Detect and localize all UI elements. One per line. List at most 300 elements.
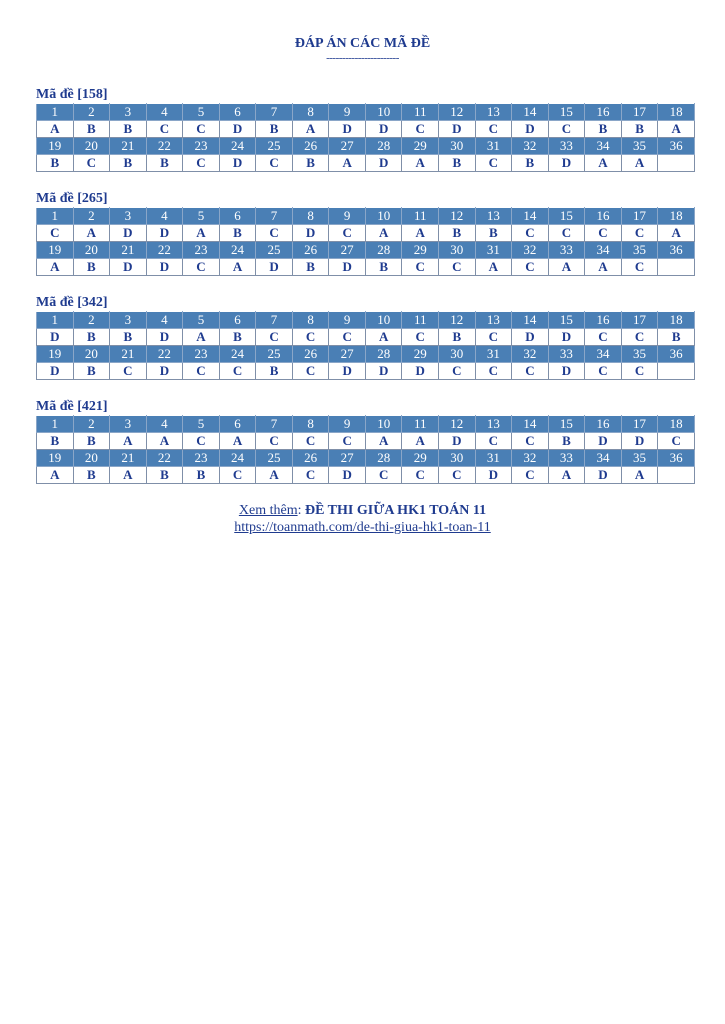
see-more-link[interactable]: Xem thêm	[238, 503, 298, 518]
answer-cell: C	[37, 225, 74, 242]
answer-cell: C	[475, 121, 512, 138]
question-number-row	[37, 346, 695, 363]
question-number: 19	[37, 450, 74, 467]
answer-cell: A	[146, 433, 183, 450]
answer-cell: C	[402, 329, 439, 346]
question-number: 33	[548, 450, 585, 467]
answer-row	[37, 329, 695, 346]
question-number: 5	[183, 312, 220, 329]
question-number: 27	[329, 138, 366, 155]
answer-cell: D	[37, 363, 74, 380]
answer-cell: D	[585, 467, 622, 484]
answer-cell: A	[402, 225, 439, 242]
question-number: 33	[548, 242, 585, 259]
question-number: 27	[329, 242, 366, 259]
answer-row	[37, 121, 695, 138]
exam-code-label: Mã đề [265]	[36, 191, 108, 206]
answer-cell: A	[548, 467, 585, 484]
answer-cell: A	[365, 433, 402, 450]
question-number: 11	[402, 104, 439, 121]
question-number: 12	[439, 416, 476, 433]
question-number: 18	[658, 416, 695, 433]
answer-cell: B	[439, 329, 476, 346]
question-number: 22	[146, 242, 183, 259]
question-number: 27	[329, 450, 366, 467]
question-number: 31	[475, 346, 512, 363]
answer-cell: C	[548, 225, 585, 242]
question-number: 23	[183, 346, 220, 363]
answer-cell: A	[585, 155, 622, 172]
answer-cell: A	[402, 155, 439, 172]
question-number-row	[37, 138, 695, 155]
question-number: 28	[365, 346, 402, 363]
answer-cell: D	[329, 259, 366, 276]
answer-cell: A	[658, 225, 695, 242]
question-number: 26	[292, 242, 329, 259]
question-number: 21	[110, 450, 147, 467]
answer-cell: C	[402, 121, 439, 138]
answer-cell: A	[37, 259, 74, 276]
answer-cell: C	[621, 259, 658, 276]
answer-cell: C	[329, 329, 366, 346]
answer-cell: A	[37, 467, 74, 484]
question-number: 15	[548, 208, 585, 225]
question-number: 8	[292, 416, 329, 433]
question-number: 23	[183, 138, 220, 155]
question-number: 29	[402, 242, 439, 259]
answer-cell: C	[183, 433, 220, 450]
question-number: 5	[183, 416, 220, 433]
answer-cell: D	[402, 363, 439, 380]
answer-cell: B	[73, 467, 110, 484]
answer-cell: D	[329, 467, 366, 484]
question-number: 3	[110, 312, 147, 329]
question-number: 2	[73, 312, 110, 329]
question-number: 12	[439, 208, 476, 225]
question-number: 7	[256, 104, 293, 121]
question-number: 19	[37, 346, 74, 363]
question-number: 10	[365, 208, 402, 225]
question-number: 34	[585, 346, 622, 363]
question-number: 28	[365, 242, 402, 259]
answer-cell: D	[110, 259, 147, 276]
question-number: 25	[256, 450, 293, 467]
answer-cell: C	[512, 363, 549, 380]
question-number: 33	[548, 138, 585, 155]
question-number: 22	[146, 138, 183, 155]
answer-cell: A	[658, 121, 695, 138]
answer-cell: B	[585, 121, 622, 138]
question-number-row	[37, 104, 695, 121]
answer-cell: B	[292, 155, 329, 172]
question-number: 20	[73, 242, 110, 259]
answer-cell: A	[402, 433, 439, 450]
question-number: 1	[37, 312, 74, 329]
exam-code-label: Mã đề [421]	[36, 399, 108, 414]
question-number: 20	[73, 346, 110, 363]
question-number: 14	[512, 312, 549, 329]
answer-cell: C	[183, 155, 220, 172]
answer-cell: B	[37, 155, 74, 172]
answer-cell: B	[183, 467, 220, 484]
answer-cell: D	[292, 225, 329, 242]
question-number: 16	[585, 416, 622, 433]
answer-cell: B	[146, 467, 183, 484]
title-divider: -----------------------	[326, 52, 399, 64]
answer-cell: D	[512, 121, 549, 138]
question-number: 32	[512, 242, 549, 259]
question-number: 24	[219, 242, 256, 259]
question-number: 8	[292, 208, 329, 225]
answer-cell: B	[110, 121, 147, 138]
answer-cell: B	[73, 121, 110, 138]
answer-cell: C	[512, 259, 549, 276]
answer-cell: D	[512, 329, 549, 346]
answer-section	[36, 191, 695, 276]
answer-cell: D	[365, 155, 402, 172]
answer-cell: C	[292, 363, 329, 380]
answer-cell: D	[256, 259, 293, 276]
question-number: 1	[37, 104, 74, 121]
answer-cell: B	[219, 329, 256, 346]
answer-cell: B	[110, 155, 147, 172]
answer-cell: C	[402, 259, 439, 276]
answer-cell: A	[219, 259, 256, 276]
answer-cell: D	[548, 155, 585, 172]
question-number: 22	[146, 450, 183, 467]
question-number: 7	[256, 208, 293, 225]
answer-cell: C	[475, 329, 512, 346]
question-number: 13	[475, 208, 512, 225]
answer-cell: A	[329, 155, 366, 172]
question-number-row	[37, 416, 695, 433]
answer-cell: A	[37, 121, 74, 138]
answer-cell: C	[219, 363, 256, 380]
related-doc-title: ĐỀ THI GIỮA HK1 TOÁN 11	[304, 503, 487, 518]
answer-cell: C	[329, 433, 366, 450]
question-number: 31	[475, 450, 512, 467]
footer-colon: :	[297, 503, 305, 518]
question-number: 8	[292, 104, 329, 121]
answer-table	[36, 311, 695, 380]
question-number: 6	[219, 416, 256, 433]
question-number-row	[37, 208, 695, 225]
question-number: 32	[512, 450, 549, 467]
question-number: 15	[548, 312, 585, 329]
question-number: 15	[548, 104, 585, 121]
answer-cell: B	[146, 155, 183, 172]
question-number: 34	[585, 138, 622, 155]
answer-cell: C	[585, 225, 622, 242]
answer-cell: A	[256, 467, 293, 484]
question-number: 21	[110, 138, 147, 155]
question-number: 18	[658, 104, 695, 121]
answer-cell: C	[402, 467, 439, 484]
answer-cell: D	[329, 121, 366, 138]
page-title: ĐÁP ÁN CÁC MÃ ĐỀ	[294, 36, 431, 51]
answer-cell: B	[73, 329, 110, 346]
question-number: 16	[585, 104, 622, 121]
question-number: 12	[439, 312, 476, 329]
question-number: 36	[658, 138, 695, 155]
answer-table	[36, 207, 695, 276]
answer-cell	[658, 363, 695, 380]
question-number: 9	[329, 416, 366, 433]
question-number: 25	[256, 242, 293, 259]
answer-cell: B	[256, 363, 293, 380]
answer-cell: B	[621, 121, 658, 138]
question-number: 35	[621, 346, 658, 363]
answer-section	[36, 399, 695, 484]
answer-cell: B	[365, 259, 402, 276]
question-number: 15	[548, 416, 585, 433]
question-number: 29	[402, 138, 439, 155]
question-number: 17	[621, 312, 658, 329]
question-number: 6	[219, 104, 256, 121]
question-number: 35	[621, 138, 658, 155]
answer-cell: B	[73, 363, 110, 380]
answer-cell: C	[585, 329, 622, 346]
question-number: 17	[621, 208, 658, 225]
answer-cell: C	[292, 329, 329, 346]
answer-cell: D	[110, 225, 147, 242]
question-number: 31	[475, 242, 512, 259]
answer-cell: C	[183, 363, 220, 380]
question-number: 28	[365, 450, 402, 467]
question-number: 4	[146, 416, 183, 433]
answer-cell: D	[37, 329, 74, 346]
question-number: 14	[512, 104, 549, 121]
answer-cell: A	[475, 259, 512, 276]
question-number: 17	[621, 104, 658, 121]
answer-cell: C	[475, 155, 512, 172]
question-number: 19	[37, 138, 74, 155]
answer-cell: D	[548, 329, 585, 346]
exam-code-label: Mã đề [342]	[36, 295, 108, 310]
answer-cell: D	[146, 329, 183, 346]
answer-cell: D	[621, 433, 658, 450]
answer-cell: B	[37, 433, 74, 450]
question-number: 1	[37, 416, 74, 433]
answer-cell: C	[475, 433, 512, 450]
answer-cell: C	[256, 433, 293, 450]
answer-cell: C	[110, 363, 147, 380]
answer-cell: C	[621, 363, 658, 380]
related-doc-url[interactable]: https://toanmath.com/de-thi-giua-hk1-toan-11	[234, 520, 491, 535]
question-number: 35	[621, 242, 658, 259]
answer-cell: B	[658, 329, 695, 346]
answer-cell: C	[183, 121, 220, 138]
question-number: 6	[219, 312, 256, 329]
question-number: 14	[512, 416, 549, 433]
question-number: 12	[439, 104, 476, 121]
answer-cell: A	[110, 433, 147, 450]
answer-cell: C	[475, 363, 512, 380]
answer-cell: C	[548, 121, 585, 138]
question-number: 16	[585, 208, 622, 225]
question-number: 9	[329, 104, 366, 121]
answer-cell: C	[256, 225, 293, 242]
answer-table	[36, 103, 695, 172]
question-number: 21	[110, 242, 147, 259]
question-number: 36	[658, 450, 695, 467]
answer-cell: A	[219, 433, 256, 450]
question-number: 4	[146, 312, 183, 329]
answer-cell: C	[219, 467, 256, 484]
question-number: 26	[292, 346, 329, 363]
question-number: 13	[475, 416, 512, 433]
answer-cell: A	[621, 467, 658, 484]
answer-cell: D	[475, 467, 512, 484]
answer-cell: A	[365, 225, 402, 242]
question-number: 7	[256, 312, 293, 329]
answer-cell: B	[110, 329, 147, 346]
answer-cell: A	[110, 467, 147, 484]
question-number: 24	[219, 138, 256, 155]
answer-cell: D	[439, 121, 476, 138]
question-number: 19	[37, 242, 74, 259]
answer-cell: B	[439, 155, 476, 172]
answer-cell: B	[292, 259, 329, 276]
question-number: 14	[512, 208, 549, 225]
answer-row	[37, 363, 695, 380]
answer-cell: C	[621, 329, 658, 346]
answer-cell: A	[621, 155, 658, 172]
answer-cell: B	[548, 433, 585, 450]
question-number: 29	[402, 450, 439, 467]
answer-row	[37, 225, 695, 242]
question-number: 3	[110, 208, 147, 225]
question-number: 34	[585, 450, 622, 467]
question-number: 30	[439, 138, 476, 155]
answer-cell	[658, 467, 695, 484]
answer-cell: C	[439, 467, 476, 484]
answer-cell: A	[183, 329, 220, 346]
question-number: 3	[110, 416, 147, 433]
question-number: 30	[439, 346, 476, 363]
question-number: 1	[37, 208, 74, 225]
answer-cell: C	[329, 225, 366, 242]
answer-cell: C	[256, 329, 293, 346]
question-number: 32	[512, 346, 549, 363]
answer-cell: A	[183, 225, 220, 242]
question-number: 8	[292, 312, 329, 329]
answer-cell: A	[365, 329, 402, 346]
exam-code-label: Mã đề [158]	[36, 87, 108, 102]
answer-cell: D	[329, 363, 366, 380]
question-number-row	[37, 242, 695, 259]
answer-cell: D	[146, 363, 183, 380]
question-number: 13	[475, 312, 512, 329]
question-number: 36	[658, 346, 695, 363]
answer-cell: D	[548, 363, 585, 380]
answer-cell: D	[146, 259, 183, 276]
question-number: 27	[329, 346, 366, 363]
question-number: 18	[658, 312, 695, 329]
question-number: 11	[402, 416, 439, 433]
answer-cell: B	[475, 225, 512, 242]
question-number: 3	[110, 104, 147, 121]
answer-row	[37, 259, 695, 276]
question-number: 2	[73, 208, 110, 225]
question-number: 25	[256, 138, 293, 155]
question-number: 23	[183, 450, 220, 467]
answer-cell: C	[256, 155, 293, 172]
answer-cell: C	[183, 259, 220, 276]
answer-row	[37, 155, 695, 172]
question-number: 18	[658, 208, 695, 225]
answer-cell	[658, 155, 695, 172]
answer-cell: D	[146, 225, 183, 242]
question-number: 9	[329, 208, 366, 225]
question-number: 21	[110, 346, 147, 363]
question-number: 7	[256, 416, 293, 433]
question-number: 10	[365, 312, 402, 329]
question-number: 4	[146, 208, 183, 225]
question-number: 30	[439, 242, 476, 259]
question-number: 33	[548, 346, 585, 363]
question-number: 22	[146, 346, 183, 363]
question-number: 36	[658, 242, 695, 259]
question-number: 2	[73, 104, 110, 121]
question-number: 20	[73, 138, 110, 155]
question-number: 2	[73, 416, 110, 433]
answer-cell: B	[219, 225, 256, 242]
answer-cell: C	[439, 259, 476, 276]
answer-cell: D	[219, 155, 256, 172]
question-number: 28	[365, 138, 402, 155]
question-number: 26	[292, 450, 329, 467]
answer-cell: A	[585, 259, 622, 276]
answer-cell: B	[512, 155, 549, 172]
question-number: 31	[475, 138, 512, 155]
question-number-row	[37, 312, 695, 329]
question-number: 10	[365, 104, 402, 121]
question-number: 26	[292, 138, 329, 155]
answer-cell: D	[219, 121, 256, 138]
answer-cell: B	[73, 259, 110, 276]
answer-cell: C	[621, 225, 658, 242]
answer-cell: B	[256, 121, 293, 138]
answer-cell: C	[439, 363, 476, 380]
question-number: 4	[146, 104, 183, 121]
question-number: 25	[256, 346, 293, 363]
question-number: 24	[219, 346, 256, 363]
question-number: 35	[621, 450, 658, 467]
answer-table	[36, 415, 695, 484]
question-number: 16	[585, 312, 622, 329]
answer-cell: A	[292, 121, 329, 138]
answer-cell: C	[146, 121, 183, 138]
answer-section	[36, 295, 695, 380]
answer-cell: C	[658, 433, 695, 450]
answer-cell: D	[585, 433, 622, 450]
answer-cell: C	[292, 433, 329, 450]
answer-cell: C	[292, 467, 329, 484]
question-number: 5	[183, 208, 220, 225]
answer-row	[37, 467, 695, 484]
answer-cell: C	[512, 225, 549, 242]
question-number: 11	[402, 312, 439, 329]
answer-cell	[658, 259, 695, 276]
answer-cell: C	[585, 363, 622, 380]
question-number: 5	[183, 104, 220, 121]
question-number: 10	[365, 416, 402, 433]
question-number: 20	[73, 450, 110, 467]
question-number: 29	[402, 346, 439, 363]
answer-cell: D	[365, 363, 402, 380]
question-number: 34	[585, 242, 622, 259]
